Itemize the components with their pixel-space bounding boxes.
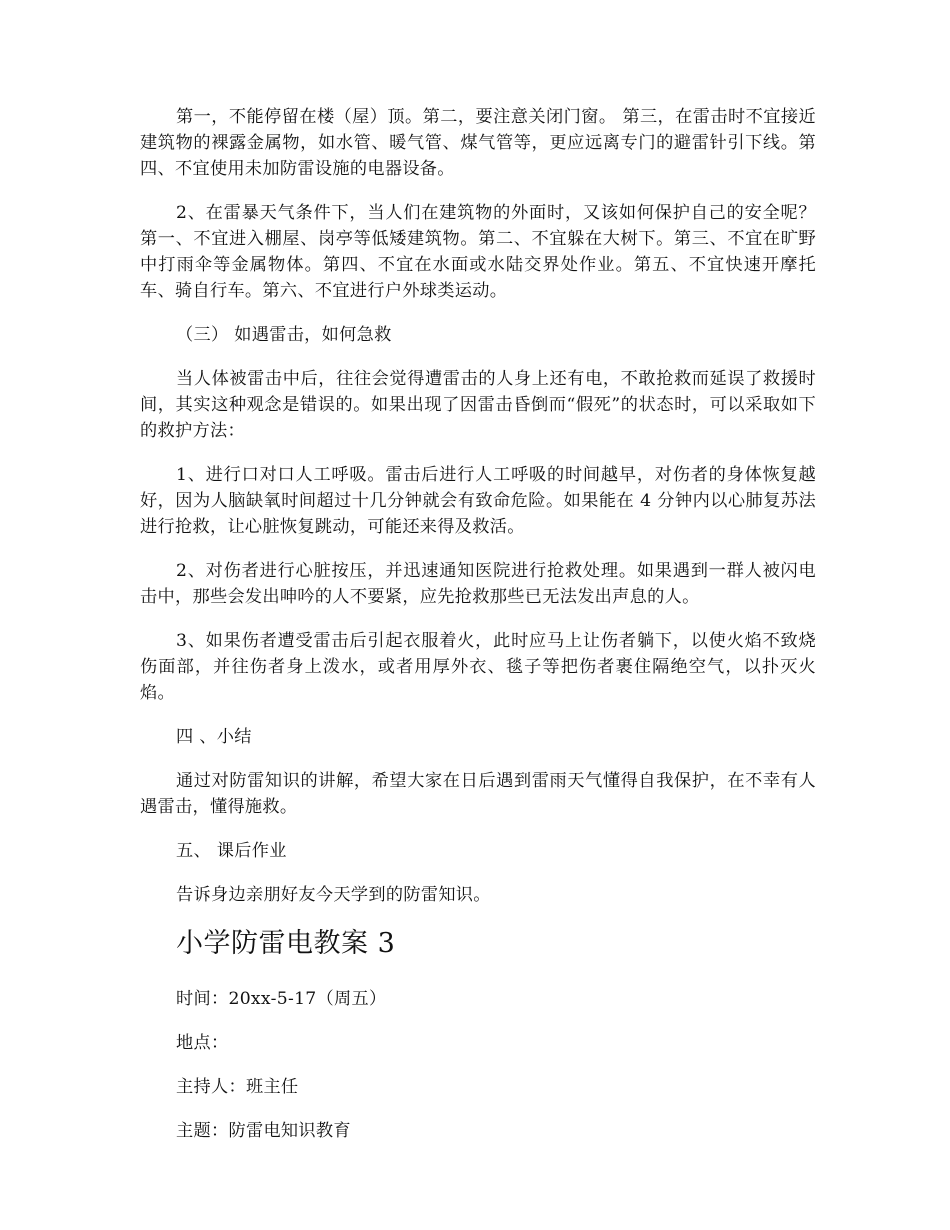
lesson-plan-title: 小学防雷电教案 3: [176, 928, 396, 959]
paragraph-first-aid-intro: 当人体被雷击中后，往往会觉得遭雷击的人身上还有电，不敢抢救而延误了救援时间，其实这种观念是错误的。如果出现了因雷击昏倒而“假死”的状态时，可以采取如下的救护方法：: [140, 369, 816, 441]
paragraph-summary: 通过对防雷知识的讲解，希望大家在日后遇到雷雨天气懂得自我保护，在不幸有人遇雷击，懂得施救。: [140, 771, 816, 817]
paragraph-indoor-safety: 第一，不能停留在楼（屋）顶。第二，要注意关闭门窗。 第三，在雷击时不宜接近建筑物的裸露金属物，如水管、暖气管、煤气管等，更应远离专门的避雷针引下线。第四、不宜使用未加防雷设施的电器设备。: [140, 107, 816, 179]
section-heading-homework: 五、 课后作业: [176, 841, 287, 861]
section-heading-first-aid: （三） 如遇雷击，如何急救: [176, 325, 392, 345]
meta-time: 时间：20xx-5-17（周五）: [176, 989, 387, 1009]
section-heading-summary: 四 、小结: [176, 727, 252, 747]
meta-host: 主持人：班主任: [176, 1077, 299, 1097]
meta-topic: 主题：防雷电知识教育: [176, 1121, 351, 1141]
paragraph-first-aid-step-2: 2、对伤者进行心脏按压，并迅速通知医院进行抢救处理。如果遇到一群人被闪电击中，那些会发出呻吟的人不要紧，应先抢救那些已无法发出声息的人。: [140, 561, 816, 607]
paragraph-first-aid-step-3: 3、如果伤者遭受雷击后引起衣服着火，此时应马上让伤者躺下，以使火焰不致烧伤面部，并往伤者身上泼水，或者用厚外衣、毯子等把伤者裹住隔绝空气，以扑灭火焰。: [140, 631, 816, 703]
document-body: [140, 104, 816, 1162]
paragraph-outdoor-safety: 2、在雷暴天气条件下，当人们在建筑物的外面时，又该如何保护自己的安全呢？第一、不宜进入棚屋、岗亭等低矮建筑物。第二、不宜躲在大树下。第三、不宜在旷野中打雨伞等金属物体。第四、不宜在水面或水陆交界处作业。第五、不宜快速开摩托车、骑自行车。第六、不宜进行户外球类运动。: [140, 203, 816, 301]
paragraph-homework: 告诉身边亲朋好友今天学到的防雷知识。: [176, 885, 491, 905]
paragraph-first-aid-step-1: 1、进行口对口人工呼吸。雷击后进行人工呼吸的时间越早，对伤者的身体恢复越好，因为人脑缺氧时间超过十几分钟就会有致命危险。如果能在 4 分钟内以心肺复苏法进行抢救，让心脏恢复跳动，可能还来得及救活。: [140, 465, 816, 537]
meta-place: 地点：: [176, 1033, 229, 1053]
